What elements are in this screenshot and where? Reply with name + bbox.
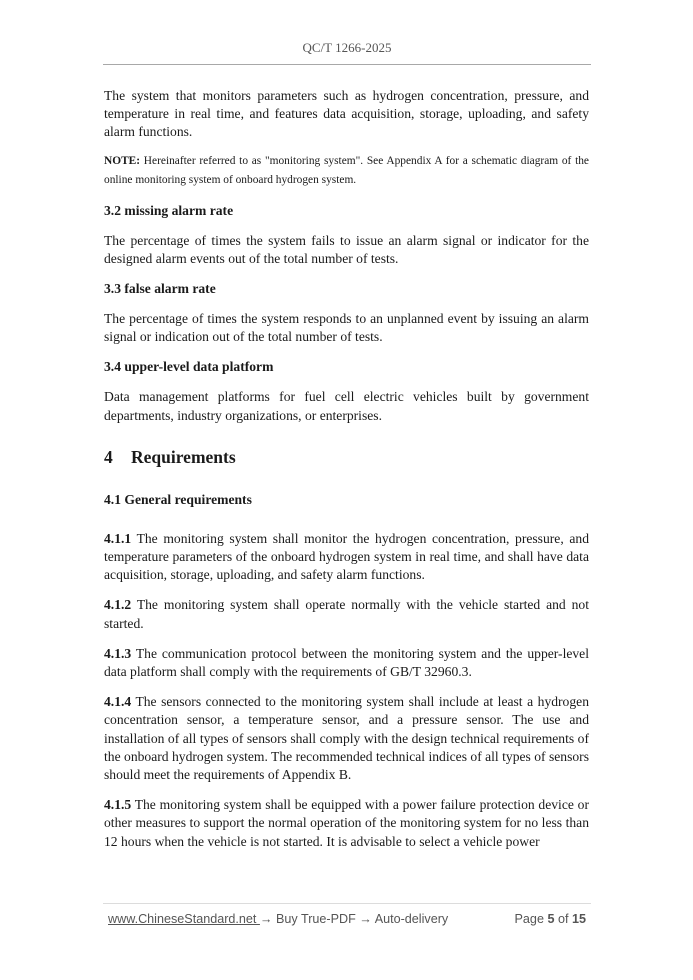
clause-number: 4.1.2 (104, 597, 132, 613)
total-pages: 15 (571, 912, 586, 926)
clause-number: 4.1.1 (104, 530, 132, 546)
chinesestandard-link[interactable]: www.ChineseStandard.net (108, 912, 260, 926)
chapter-number: 4 (104, 446, 113, 467)
section-text-3-2: The percentage of times the system fails to issue an alarm signal or indicator for the designed alarm events out of the total number of tests. (104, 232, 589, 266)
clause-number: 4.1.5 (104, 797, 132, 813)
section-heading-3-4: 3.4 upper-level data platform (104, 359, 274, 375)
note-text: Hereinafter referred to as "monitoring system". See Appendix A for a schematic diagram of the online monitoring system of onboard hydrogen system. (104, 154, 589, 186)
clause-4-1-4 (104, 693, 589, 784)
footer-promo-text: → Buy True-PDF → Auto-delivery (259, 912, 449, 926)
chapter-heading-requirements (104, 446, 589, 468)
page-content (104, 87, 589, 851)
page-of-label: of (557, 912, 569, 926)
clause-text: The sensors connected to the monitoring system shall include at least a hydrogen concentration sensor, a temperature sensor, and a pressure sensor. The use and installation of all types of sensors shall comply with the design technical requirements of the onboard hydrogen system. The recommended technical indices of all types of sensors should meet the requirements of Appendix B. (104, 694, 589, 783)
section-heading-3-3: 3.3 false alarm rate (104, 281, 216, 297)
clause-4-1-1 (104, 530, 589, 585)
section-text-3-4: Data management platforms for fuel cell electric vehicles built by government departments, industry organizations, or enterprises. (104, 389, 589, 423)
clause-number: 4.1.3 (104, 645, 132, 661)
note-label: NOTE: (104, 154, 141, 167)
clause-text: The monitoring system shall be equipped with a power failure protection device or other measures to support the normal operation of the monitoring system for no less than 12 hours when the vehicle is not started. It is advisable to select a vehicle power (104, 797, 589, 849)
clause-text: The communication protocol between the monitoring system and the upper-level data platform shall comply with the requirements of GB/T 32960.3. (104, 645, 589, 680)
clause-number: 4.1.4 (104, 694, 132, 710)
page-number-indicator (515, 912, 586, 926)
section-heading-3-2: 3.2 missing alarm rate (104, 202, 234, 218)
note-paragraph (104, 152, 589, 190)
definition-paragraph: The system that monitors parameters such as hydrogen concentration, pressure, and temperature in real time, and features data acquisition, storage, uploading, and safety alarm functions. (104, 88, 589, 140)
clause-4-1-3 (104, 645, 589, 681)
chapter-title: Requirements (131, 446, 236, 467)
current-page: 5 (547, 912, 555, 926)
section-text-3-3: The percentage of times the system responds to an unplanned event by issuing an alarm signal or indication out of the total number of tests. (104, 311, 589, 345)
page-footer (108, 912, 586, 926)
clause-4-1-5 (104, 796, 589, 851)
clause-text: The monitoring system shall monitor the hydrogen concentration, pressure, and temperature parameters of the onboard hydrogen system in real time, and shall have data acquisition, storage, uploading, and safety alarm functions. (104, 530, 589, 583)
footer-promo (108, 912, 448, 926)
page-label: Page (514, 912, 544, 926)
document-header-id: QC/T 1266-2025 (302, 40, 392, 55)
header-divider (103, 64, 591, 65)
subsection-heading-4-1: 4.1 General requirements (104, 491, 252, 507)
footer-divider (103, 903, 591, 904)
clause-4-1-2 (104, 596, 589, 632)
clause-text: The monitoring system shall operate normally with the vehicle started and not started. (104, 597, 589, 631)
